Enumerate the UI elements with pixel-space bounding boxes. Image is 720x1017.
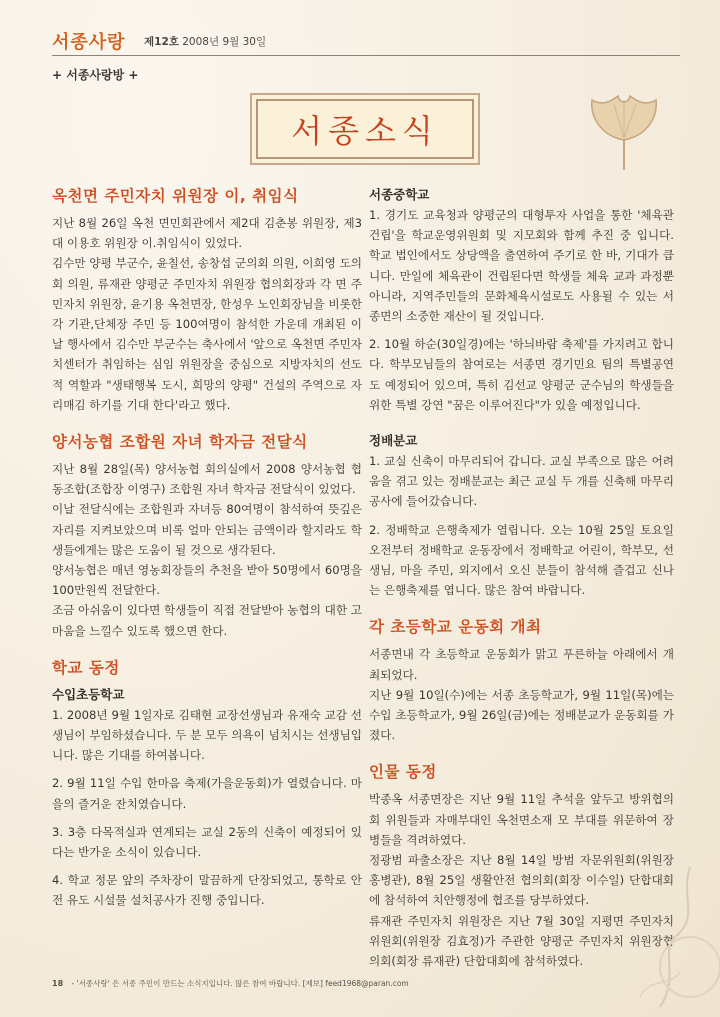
list-item: 3. 3층 다목적실과 연계되는 교실 2동의 신축이 예정되어 있다는 반가운 소식이 있습니다.	[52, 824, 362, 860]
ginkgo-leaf-icon	[584, 90, 664, 175]
list-item: 1. 교실 신축이 마무리되어 갑니다. 교실 부족으로 많은 어려움을 겪고 있는 정배분교는 최근 교실 두 개를 신축해 마무리 공사에 들어갔습니다.	[369, 454, 674, 509]
list-item: 1. 2008년 9월 1일자로 김태현 교장선생님과 유재숙 교감 선생님이 부임하셨습니다. 두 분 모두 의욕이 넘치시는 선생님입니다. 많은 기대를 하여봅니다.	[52, 707, 362, 763]
school-name: 서종중학교	[369, 187, 430, 202]
list-item: 2. 정배학교 은행축제가 열립니다. 오는 10월 25일 토요일 오전부터 정배학교 운동장에서 정배학교 어린이, 학부모, 선생님, 마을 주민, 외지에서 오신 분들이 참석해 즐겁고 신나는 은행축제를 엽니다. 많은 참여 바랍니다.	[369, 522, 674, 598]
issue-info	[144, 34, 266, 49]
list-item: 1. 경기도 교육청과 양평군의 대형투자 사업을 통한 '체육관 건립'을 학교운영위원회 및 지모회와 함께 추진 중 입니다. 학교 법인에서도 상당액을 출연하여 주기로 한 바, 기대가 큽니다. 만일에 체육관이 건립된다면 학생들 체육 교과 과정뿐 아니라, 지역주민들의 문화체육시설로도 사용될 수 있는 서종면의 소중한 재산이 될 것입니다.	[369, 208, 674, 324]
masthead	[52, 28, 680, 52]
school-name: 정배분교	[369, 433, 418, 449]
school-name: 수입초등학교	[52, 686, 125, 702]
paragraph: 지난 8월 28일(목) 양서농협 회의실에서 2008 양서농협 협동조합(조합장 이영구) 조합원 자녀 학자금 전달식이 있었다.	[52, 462, 362, 497]
paragraph: 류재관 주민자치 위원장은 지난 7월 30일 지평면 주민자치 위원회(위원장 김효정)가 주관한 양평군 주민자치 위원장협의회(회장 류재관) 단합대회에 참석하였다.	[369, 913, 674, 969]
article-title: 학교 동정	[52, 658, 120, 677]
paragraph: 서종면내 각 초등학교 운동회가 맑고 푸른하늘 아래에서 개최되었다.	[369, 647, 674, 682]
newsletter-brand: 서종사랑	[52, 32, 126, 53]
section-label: + 서종사랑방 +	[52, 68, 139, 82]
page-footer	[52, 978, 409, 989]
footer-text: - '서종사랑' 은 서종 주민이 만드는 소식지입니다. 많은 참여 바랍니다. [제보] feed1968@paran.com	[71, 979, 409, 988]
article-sports-day	[369, 616, 674, 745]
article-title: 인물 동정	[369, 763, 437, 782]
header-divider	[52, 55, 680, 56]
school-block-branch	[369, 431, 674, 600]
list-item: 4. 학교 정문 앞의 주차장이 말끔하게 단장되었고, 통학로 안전 유도 시설물 설치공사가 진행 중입니다.	[52, 873, 362, 908]
paragraph: 김수만 양평 부군수, 윤칠선, 송창섭 군의회 의원, 이희영 도의회 의원, 류재관 양평군 주민자치 위원장 협의회장과 각 면 주민자치 위원장, 윤기용 옥천면장, 한성우 노인회장님을 비롯한 각 기관,단체장 주민 등 100여명이 참석한 가운데 개최된 이날 행사에서 김수만 부군수는 축사에서 '앞으로 옥천면 주민자치센터가 취임하는 심임 위원장을 중심으로 지방자치의 선도적 역할과 "생태행복 도시, 희망의 양평" 건설의 주역으로 자리매김 하기를 기대 한다'라고 했다.	[52, 256, 362, 412]
article-title: 양서농협 조합원 자녀 학자금 전달식	[52, 433, 308, 452]
list-item: 2. 9월 11일 수입 한마음 축제(가을운동회)가 열렸습니다. 마을의 즐거운 잔치였습니다.	[52, 776, 362, 811]
article-title: 각 초등학교 운동회 개최	[369, 618, 542, 637]
issue-number: 제12호	[144, 36, 179, 48]
banner-title: 서종소식	[291, 112, 439, 150]
corner-doodle-icon	[580, 857, 720, 1017]
issue-date: 2008년 9월 30일	[182, 36, 267, 48]
list-item: 2. 10월 하순(30일경)에는 '하늬바람 축제'를 가지려고 합니다. 학부모님들의 참여로는 서종면 경기민요 팀의 특별공연도 예정되어 있으며, 특히 김선교 양평군 군수님의 학생들을 위한 특별 강연 "꿈은 이루어진다"가 있을 예정입니다.	[369, 337, 674, 412]
article-title: 옥천면 주민자치 위원장 이, 취임식	[52, 187, 299, 205]
school-block-middle	[369, 185, 674, 415]
paragraph: 정광범 파출소장은 지난 8월 14일 방범 자문위원회(위원장 홍병관), 8월 25일 생활안전 협의회(회장 이수일) 단합대회에 참석하여 치안행정에 협조를 당부하였다.	[369, 853, 674, 908]
paragraph: 지난 9월 10일(수)에는 서종 초등학교가, 9월 11일(목)에는 수입 초등학교가, 9월 26일(금)에는 정배분교가 운동회를 가졌다.	[369, 687, 674, 743]
right-column	[369, 185, 674, 971]
section-banner	[256, 99, 474, 159]
left-column	[52, 185, 362, 911]
paragraph: 조금 아쉬움이 있다면 학생들이 직접 전달받아 농협의 대한 고마움을 느낄수 있도록 했으면 한다.	[52, 603, 362, 638]
article-inauguration	[52, 185, 362, 415]
paragraph: 이날 전달식에는 조합원과 자녀등 80여명이 참석하여 뜻깊은 자리를 지켜보았으며 비록 얼마 안되는 금액이라 할지라도 학생들에게는 많은 도움이 될 것으로 생각된다.	[52, 502, 362, 557]
article-school-news	[52, 657, 362, 911]
paragraph: 양서농협은 매년 영농회장들의 추천을 받아 50명에서 60명을 100만원씩 전달한다.	[52, 563, 362, 598]
paragraph: 지난 8월 26일 옥천 면민회관에서 제2대 김춘봉 위원장, 제3대 이용호 위원장 이.취임식이 있었다.	[52, 216, 362, 251]
page-number: 18	[52, 979, 64, 988]
paragraph: 박종옥 서종면장은 지난 9월 11일 추석을 앞두고 방위협의회 위원들과 자매부대인 옥천면소재 모 부대를 위문하여 장병들을 격려하였다.	[369, 792, 674, 847]
article-scholarship	[52, 431, 362, 641]
